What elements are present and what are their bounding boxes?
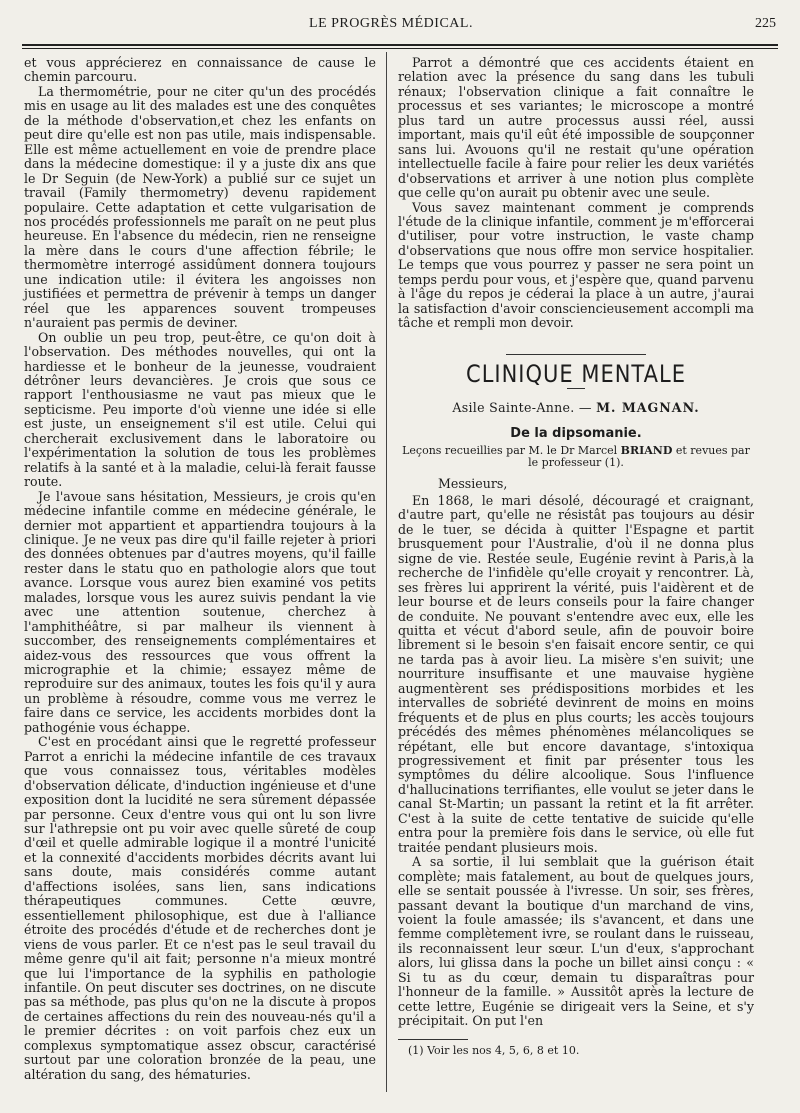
paragraph: A sa sortie, il lui semblait que la guérison était complète; mais fatalement, au bout de quelques jours, elle se sentait poussée à l'ivresse. Un soir, ses frères, passant devant la boutique d'un marchand de vins, voient la foule amassée; ils s'avancent, et dans une femme complètement ivre, se roulant dans le ruisseau, ils reconnaissent leur sœur. L'un d'eux, s'approchant alors, lui glissa dans la poche un billet ainsi conçu : « Si tu as du cœur, demain tu disparaîtras pour l'honneur de la famille. » Aussitôt après la lecture de cette lettre, Eugénie se dirigeait vers la Seine, et s'y précipitait. On put l'en [398,854,754,1029]
lecture-credit [398,445,754,469]
header-rule [22,44,778,49]
paragraph: En 1868, le mari désolé, découragé et craignant, d'autre part, qu'elle ne résistât pas toujours au désir de le tuer, se décida à quitter l'Espagne et partit brusquement pour l'Australie, d'où il ne donna plus signe de vie. Restée seule, Eugénie revint à Paris,à la recherche de l'infidèle qu'elle croyait y rencontrer. Là, ses frères lui apprirent la vérité, puis l'aidèrent et de leur bourse et de leurs conseils pour la faire changer de conduite. Ne pouvant s'entendre avec eux, elle les quitta et vécut d'abord seule, afin de pouvoir boire librement si le besoin s'en faisait encore sentir, ce qui ne tarda pas à avoir lieu. La misère s'en suivit; une nourriture insuffisante et une mauvaise hygiène augmentèrent ses prédispositions morbides et les intervalles de sobriété devinrent de moins en moins fréquents et de plus en plus courts; les accès toujours précédés des mêmes phénomènes mélancoliques se répétant, elle but encore davantage, s'intoxiqua progressivement et finit par présenter tous les symptômes du délire alcoolique. Sous l'influence d'hallucinations terrifiantes, elle voulut se jeter dans le canal St-Martin; un passant la retint et la fit arrêter. C'est à la suite de cette tentative de suicide qu'elle entra pour la première fois dans le service, où elle fut traitée pendant plusieurs mois. [398,492,754,855]
footnote-rule [398,1039,468,1040]
left-column [24,56,376,1082]
salutation: Messieurs, [438,476,508,492]
section-ornament [398,347,754,361]
credit-suffix: et revues par le professeur (1). [528,444,750,470]
footnote: (1) Voir les nos 4, 5, 6, 8 et 10. [408,1043,580,1057]
section-title: CLINIQUE MENTALE [466,360,686,388]
paragraph: Parrot a démontré que ces accidents étaient en relation avec la présence du sang dans les tubuli rénaux; l'observation clinique a fait connaître le processus et ses variantes; le microscope a montré plus tard un autre processus aussi réel, aussi important, mais qu'il eût été impossible de soupçonner sans lui. Avouons qu'il ne restait qu'une opération intellectuelle facile à faire pour relier les deux variétés d'observations et arriver à une notion plus complète que celle qu'on aurait pu obtenir avec une seule. [398,55,754,201]
running-head: LE PROGRÈS MÉDICAL. [309,16,473,31]
lecture-title: De la dipsomanie. [510,425,642,441]
page-header [22,14,776,36]
credit-name: BRIAND [620,444,673,458]
paragraph: Je l'avoue sans hésitation, Messieurs, je crois qu'en médecine infantile comme en médecine générale, le dernier mot appartient et appartiendra toujours à la clinique. Je ne veux pas dire qu'il faille rejeter à priori des données obtenues par d'autres moyens, qu'il faille rester dans le statu quo en pathologie alors que tout avance. Lorsque vous aurez bien examiné vos petits malades, lorsque vous les aurez suivis pendant la vie avec une attention soutenue, cherchez à l'amphithéâtre, si par malheur ils viennent à succomber, des renseignements complémentaires et aidez-vous des ressources que vous offrent la micrographie et la chimie; essayez même de reproduire sur des animaux, toutes les fois qu'il y aura un problème à résoudre, comme vous me verrez le faire dans ce service, les accidents morbides dont la pathogénie vous échappe. [24,488,376,735]
credit-prefix: Leçons recueillies par M. le Dr Marcel [402,444,621,458]
paragraph: On oublie un peu trop, peut-être, ce qu'on doit à l'observation. Des méthodes nouvelles, qui ont la hardiesse et le bonheur de la jeunesse, voudraient détrôner leurs devancières. Je crois que sous ce rapport l'enthousiasme ne vaut pas mieux que le septicisme. Peu importe d'où vienne une idée si elle est juste, un enseignement s'il est utile. Celui qui chercherait exclusivement dans le laboratoire ou l'expérimentation la solution de tous les problèmes relatifs à la santé et à la maladie, celui-là ferait fausse route. [24,329,376,490]
asile-line [398,401,754,415]
author-name: M. MAGNAN. [596,399,700,415]
page-number: 225 [755,16,776,31]
paragraph: C'est en procédant ainsi que le regretté professeur Parrot a enrichi la médecine infantile de ces travaux que vous connaissez tous, véritables modèles d'observation délicate, d'induction ingénieuse et d'une exposition dont la lucidité ne sera sûrement dépassée par personne. Ceux d'entre vous qui ont lu son livre sur l'athrepsie ont pu voir avec quelle sûreté de coup d'œil et quelle admirable logique il a montré l'unicité et la connexité d'accidents morbides décrits avant lui sans doute, mais considérés comme autant d'affections isolées, sans lien, sans indications thérapeutiques communes. Cette œuvre, essentiellement philosophique, est due à l'alliance étroite des procédés d'étude et de recherches dont je viens de vous parler. Et ce n'est pas le seul travail du même genre qu'il ait fait; personne n'a mieux montré que lui l'importance de la syphilis en pathologie infantile. On peut discuter ses doctrines, on ne discute pas sa méthode, pas plus qu'on ne la discute à propos de certaines affections du rein des nouveau-nés qu'il a le premier décrites : on voit parfois chez eux un complexus symptomatique assez obscur, caractérisé surtout par une coloration bronzée de la peau, une altération du sang, des hématuries. [24,734,376,1082]
paragraph: et vous apprécierez en connaissance de cause le chemin parcouru. [24,55,376,85]
asile-prefix: Asile Sainte-Anne. — [452,399,597,415]
column-divider [386,52,387,1092]
paragraph: La thermométrie, pour ne citer qu'un des procédés mis en usage au lit des malades est une des conquêtes de la méthode d'observation,et chez les enfants on peut dire qu'elle est non pas utile, mais indispensable. Elle est même actuellement en voie de prendre place dans la médecine domestique: il y a juste dix ans que le Dr Seguin (de New-York) a publié sur ce sujet un travail (Family thermometry) devenu rapidement populaire. Cette adaptation et cette vulgarisation de nos procédés professionnels me paraît on ne peut plus heureuse. En l'absence du médecin, rien ne renseigne la mère dans le cours d'une affection fébrile; le thermomètre interrogé assidûment donnera toujours une indication utile: il évitera les angoisses non justifiées et permettra de prévenir à temps un danger réel que les apparences souvent trompeuses n'auraient pas permis de deviner. [24,83,376,331]
right-column [398,56,754,1058]
paragraph: Vous savez maintenant comment je comprends l'étude de la clinique infantile, comment je m'efforcerai d'utiliser, pour votre instruction, le vaste champ d'observations que nous offre mon service hospitalier. Le temps que vous pourrez y passer ne sera point un temps perdu pour vous, et j'espère que, quand parvenu à l'âge du repos je céderai la place à un autre, j'aurai la satisfaction d'avoir consciencieusement accompli ma tâche et rempli mon devoir. [398,199,754,331]
